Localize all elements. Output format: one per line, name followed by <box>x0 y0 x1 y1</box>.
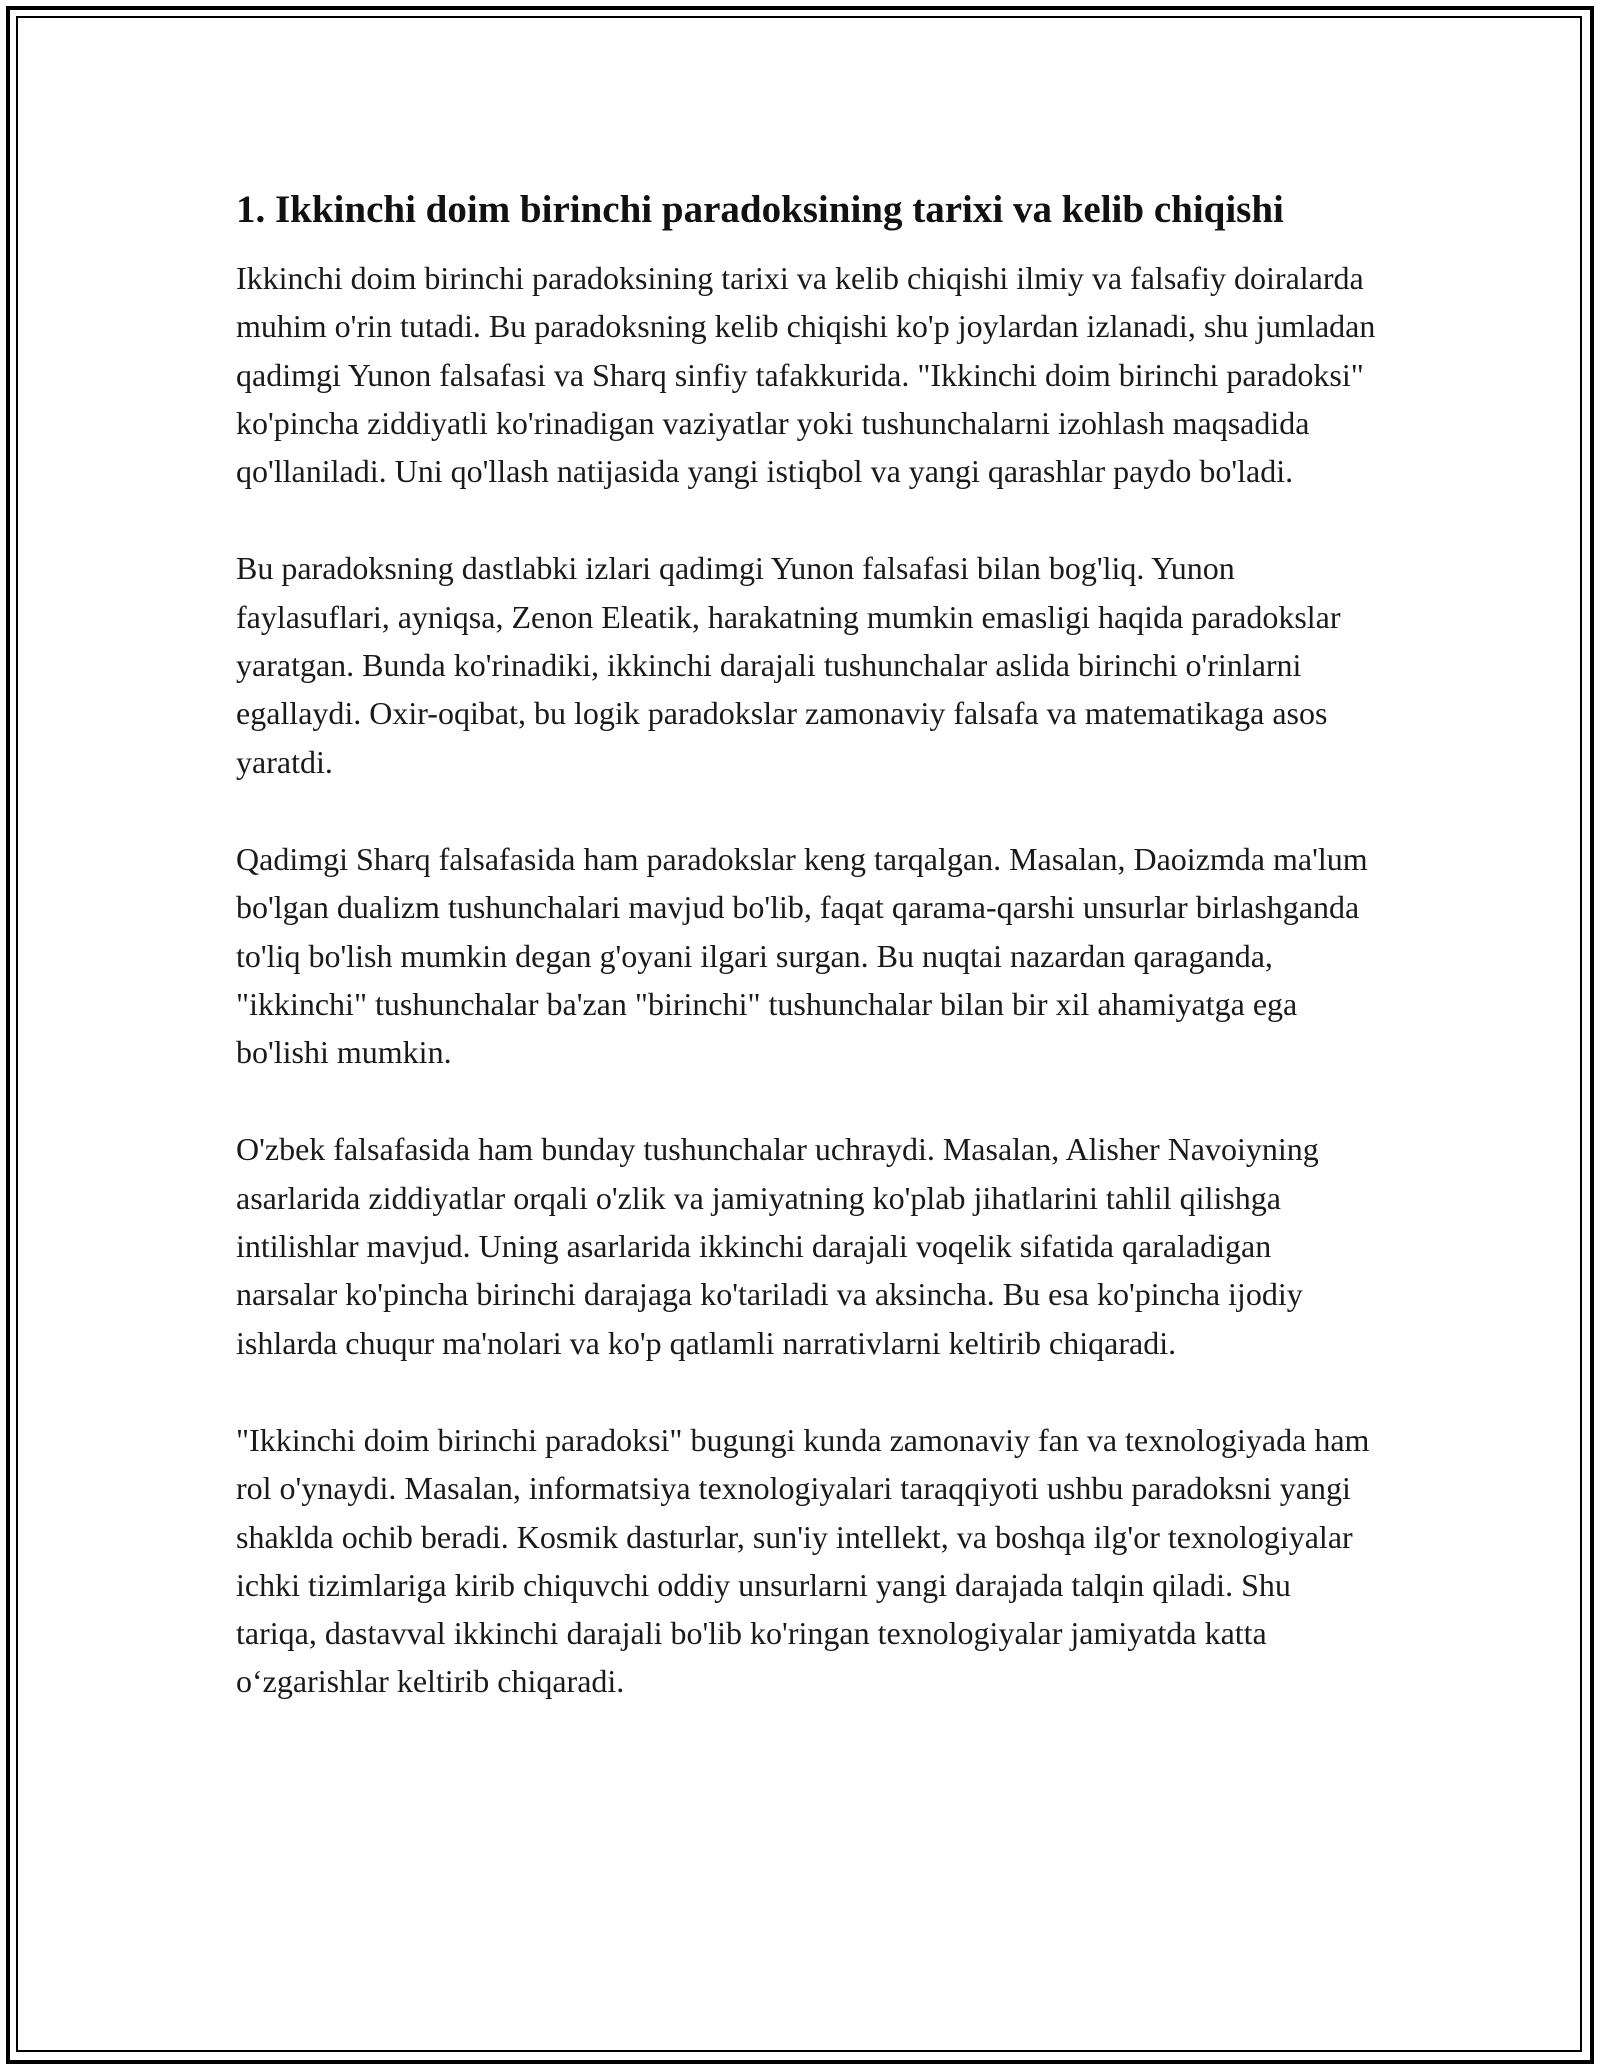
section-heading: 1. Ikkinchi doim birinchi paradoksining tarixi va kelib chiqishi <box>236 188 1284 231</box>
paragraph-2: Bu paradoksning dastlabki izlari qadimgi Yunon falsafasi bilan bog'liq. Yunon faylasuflari, ayniqsa, Zenon Eleatik, harakatning mumkin emasligi haqida paradokslar yaratgan. Bunda ko'rinadiki, ikkinchi darajali tushunchalar aslida birinchi o'rinlarni egallaydi. Oxir-oqibat, bu logik paradokslar zamonaviy falsafa va matematikaga asos yaratdi. <box>236 550 1341 780</box>
paragraph-3: Qadimgi Sharq falsafasida ham paradokslar keng tarqalgan. Masalan, Daoizmda ma'lum bo'lgan dualizm tushunchalari mavjud bo'lib, faqat qarama-qarshi unsurlar birlashganda to'liq bo'lish mumkin degan g'oyani ilgari surgan. Bu nuqtai nazardan qaraganda, "ikkinchi" tushunchalar ba'zan "birinchi" tushunchalar bilan bir xil ahamiyatga ega bo'lishi mumkin. <box>236 840 1368 1071</box>
paragraph-5: "Ikkinchi doim birinchi paradoksi" bugungi kunda zamonaviy fan va texnologiyada ham rol o'ynaydi. Masalan, informatsiya texnologiyalari taraqqiyoti ushbu paradoksni yangi shaklda ochib beradi. Kosmik dasturlar, sun'iy intellekt, va boshqa ilg'or texnologiyalar ichki tizimlariga kirib chiquvchi oddiy unsurlarni yangi darajada talqin qiladi. Shu tariqa, dastavval ikkinchi darajali bo'lib ko'ringan texnologiyalar jamiyatda katta o‘zgarishlar keltirib chiqaradi. <box>236 1421 1370 1700</box>
document-body <box>236 186 1376 1755</box>
paragraph-1: Ikkinchi doim birinchi paradoksining tarixi va kelib chiqishi ilmiy va falsafiy doiralarda muhim o'rin tutadi. Bu paradoksning kelib chiqishi ko'p joylardan izlanadi, shu jumladan qadimgi Yunon falsafasi va Sharq sinfiy tafakkurida. "Ikkinchi doim birinchi paradoksi" ko'pincha ziddiyatli ko'rinadigan vaziyatlar yoki tushunchalarni izohlash maqsadida qo'llaniladi. Uni qo'llash natijasida yangi istiqbol va yangi qarashlar paydo bo'ladi. <box>236 260 1376 490</box>
paragraph-4: O'zbek falsafasida ham bunday tushunchalar uchraydi. Masalan, Alisher Navoiyning asarlarida ziddiyatlar orqali o'zlik va jamiyatning ko'plab jihatlarini tahlil qilishga intilishlar mavjud. Uning asarlarida ikkinchi darajali voqelik sifatida qaraladigan narsalar ko'pincha birinchi darajaga ko'tariladi va aksincha. Bu esa ko'pincha ijodiy ishlarda chuqur ma'nolari va ko'p qatlamli narrativlarni keltirib chiqaradi. <box>236 1131 1319 1361</box>
